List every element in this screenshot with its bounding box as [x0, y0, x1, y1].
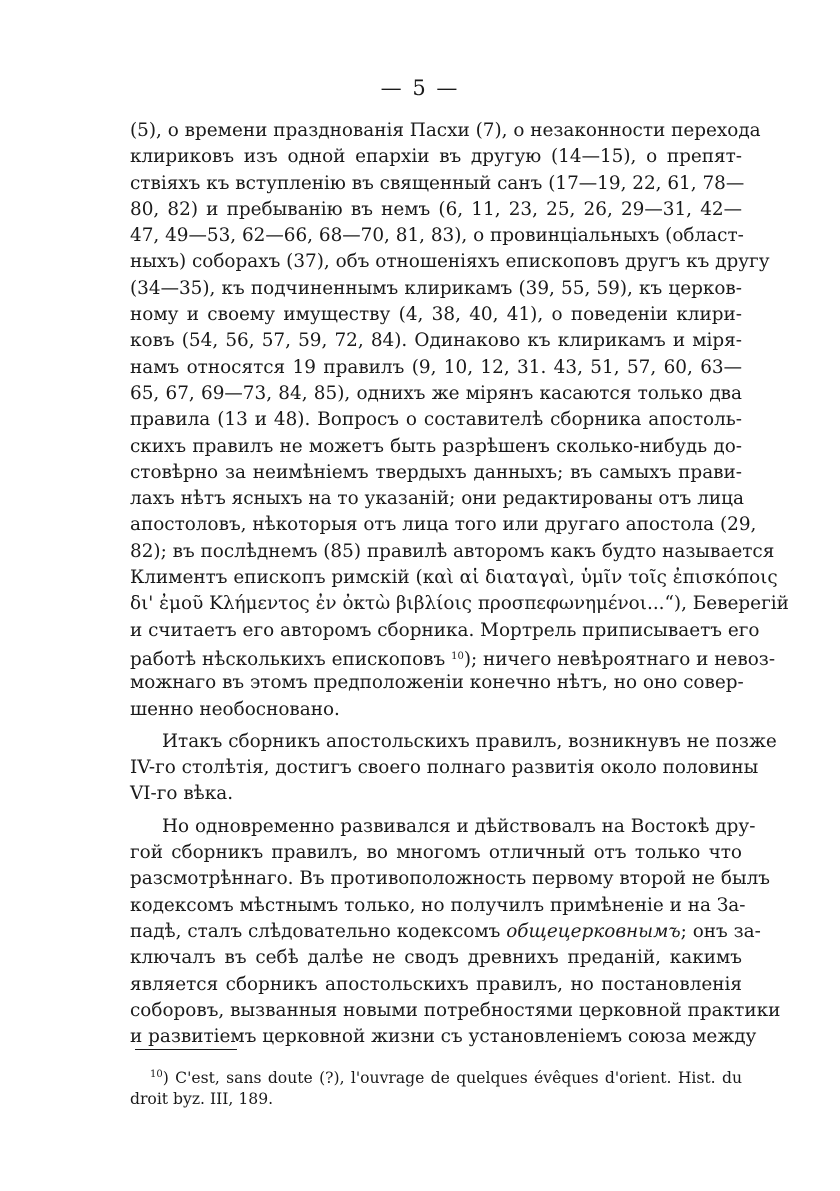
text-line: разсмотрѣннаго. Въ противоположность первому второй не былъ — [130, 868, 770, 890]
text-line: клириковъ изъ одной епархіи въ другую (14—15), о препят- — [130, 146, 742, 168]
text-line-with-footnote — [130, 644, 776, 670]
text-line: Климентъ епископъ римскій (καὶ αἱ διαταγαὶ, ὑμῖν τοῖς ἐπισκόποις — [130, 567, 778, 589]
text-line: 82); въ послѣднемъ (85) правилѣ авторомъ какъ будто называется — [130, 540, 775, 562]
text-line: и развитіемъ церковной жизни съ установленіемъ союза между — [130, 1026, 757, 1048]
text-line: соборовъ, вызванныя новыми потребностями церковной практики — [130, 999, 781, 1021]
text-line: лахъ нѣтъ ясныхъ на то указаній; они редактированы отъ лица — [130, 488, 744, 510]
text-line: δι' ἐμοῦ Κλήμεντος ἐν ὀκτὼ βιβλίοις προσπεφωνημένοι...“), Беверегій — [130, 593, 789, 615]
text-line: IV-го столѣтія, достигъ своего полнаго развитія около половины — [130, 757, 759, 779]
text-line: Итакъ сборникъ апостольскихъ правилъ, возникнувъ не позже — [162, 730, 777, 752]
text-line: 65, 67, 69—73, 84, 85), однихъ же мірянъ касаются только два — [130, 382, 742, 404]
text-line: можнаго въ этомъ предположеніи конечно нѣтъ, но оно совер- — [130, 672, 744, 694]
text-line: 47, 49—53, 62—66, 68—70, 81, 83), о провинціальныхъ (област- — [130, 225, 744, 247]
footnote-text: ) C'est, sans doute (?), l'ouvrage de quelques évêques d'orient. Hist. du — [162, 1069, 742, 1087]
footnotes — [130, 1063, 742, 1111]
text-line: и считаетъ его авторомъ сборника. Мортрель приписываетъ его — [130, 619, 760, 641]
footnote-divider — [135, 1049, 237, 1050]
footnote-line: droit byz. III, 189. — [130, 1090, 274, 1108]
text-line: правила (13 и 48). Вопросъ о составителѣ сборника апостоль- — [130, 409, 742, 431]
text-line: VI-го вѣка. — [130, 783, 234, 805]
page-number: — 5 — — [380, 76, 460, 100]
text-segment: ); ничего невѣроятнаго и невоз- — [463, 648, 776, 670]
text-line: ныхъ) соборахъ (37), объ отношеніяхъ епископовъ другъ къ другу — [130, 251, 770, 273]
text-line: является сборникъ апостольскихъ правилъ, но постановленія — [130, 973, 742, 995]
footnote-line — [130, 1063, 742, 1087]
text-line: скихъ правилъ не можетъ быть разрѣшенъ сколько-нибудь до- — [130, 435, 742, 457]
body-text — [130, 118, 789, 1050]
text-line: ковъ (54, 56, 57, 59, 72, 84). Одинаково къ клирикамъ и міря- — [130, 330, 742, 352]
text-line: ствіяхъ къ вступленію въ священный санъ (17—19, 22, 61, 78— — [130, 172, 745, 194]
text-line: Но одновременно развивался и дѣйствовалъ на Востокѣ дру- — [162, 815, 756, 837]
text-line: намъ относятся 19 правилъ (9, 10, 12, 31. 43, 51, 57, 60, 63— — [130, 356, 742, 378]
text-segment: работѣ нѣсколькихъ епископовъ — [130, 648, 446, 670]
text-line-with-italic — [130, 919, 761, 945]
italic-term: общецерковнымъ — [506, 920, 681, 942]
text-line: ному и своему имуществу (4, 38, 40, 41), о поведеніи клири- — [130, 304, 742, 326]
text-line: апостоловъ, нѣкоторыя отъ лица того или другаго апостола (29, — [130, 514, 757, 536]
text-segment: падѣ, сталъ слѣдовательно кодексомъ — [130, 920, 501, 942]
text-segment: ; онъ за- — [680, 920, 761, 942]
text-line: шенно необосновано. — [130, 698, 340, 720]
text-line: (34—35), къ подчиненнымъ клирикамъ (39, 55, 59), къ церков- — [130, 277, 742, 299]
footnote-reference[interactable]: 10 — [451, 650, 464, 662]
text-line: ключалъ въ себѣ далѣе не сводъ древнихъ преданій, какимъ — [130, 947, 742, 969]
text-line: 80, 82) и пребыванію въ немъ (6, 11, 23, 25, 26, 29—31, 42— — [130, 198, 742, 220]
text-line: кодексомъ мѣстнымъ только, но получилъ примѣненіе и на За- — [130, 894, 746, 916]
footnote-number: 10 — [150, 1069, 163, 1080]
text-line: (5), о времени празднованія Пасхи (7), о незаконности перехода — [130, 120, 761, 141]
text-line: гой сборникъ правилъ, во многомъ отличный отъ только что — [130, 842, 742, 864]
text-line: стовѣрно за неимѣніемъ твердыхъ данныхъ; въ самыхъ прави- — [130, 461, 742, 483]
